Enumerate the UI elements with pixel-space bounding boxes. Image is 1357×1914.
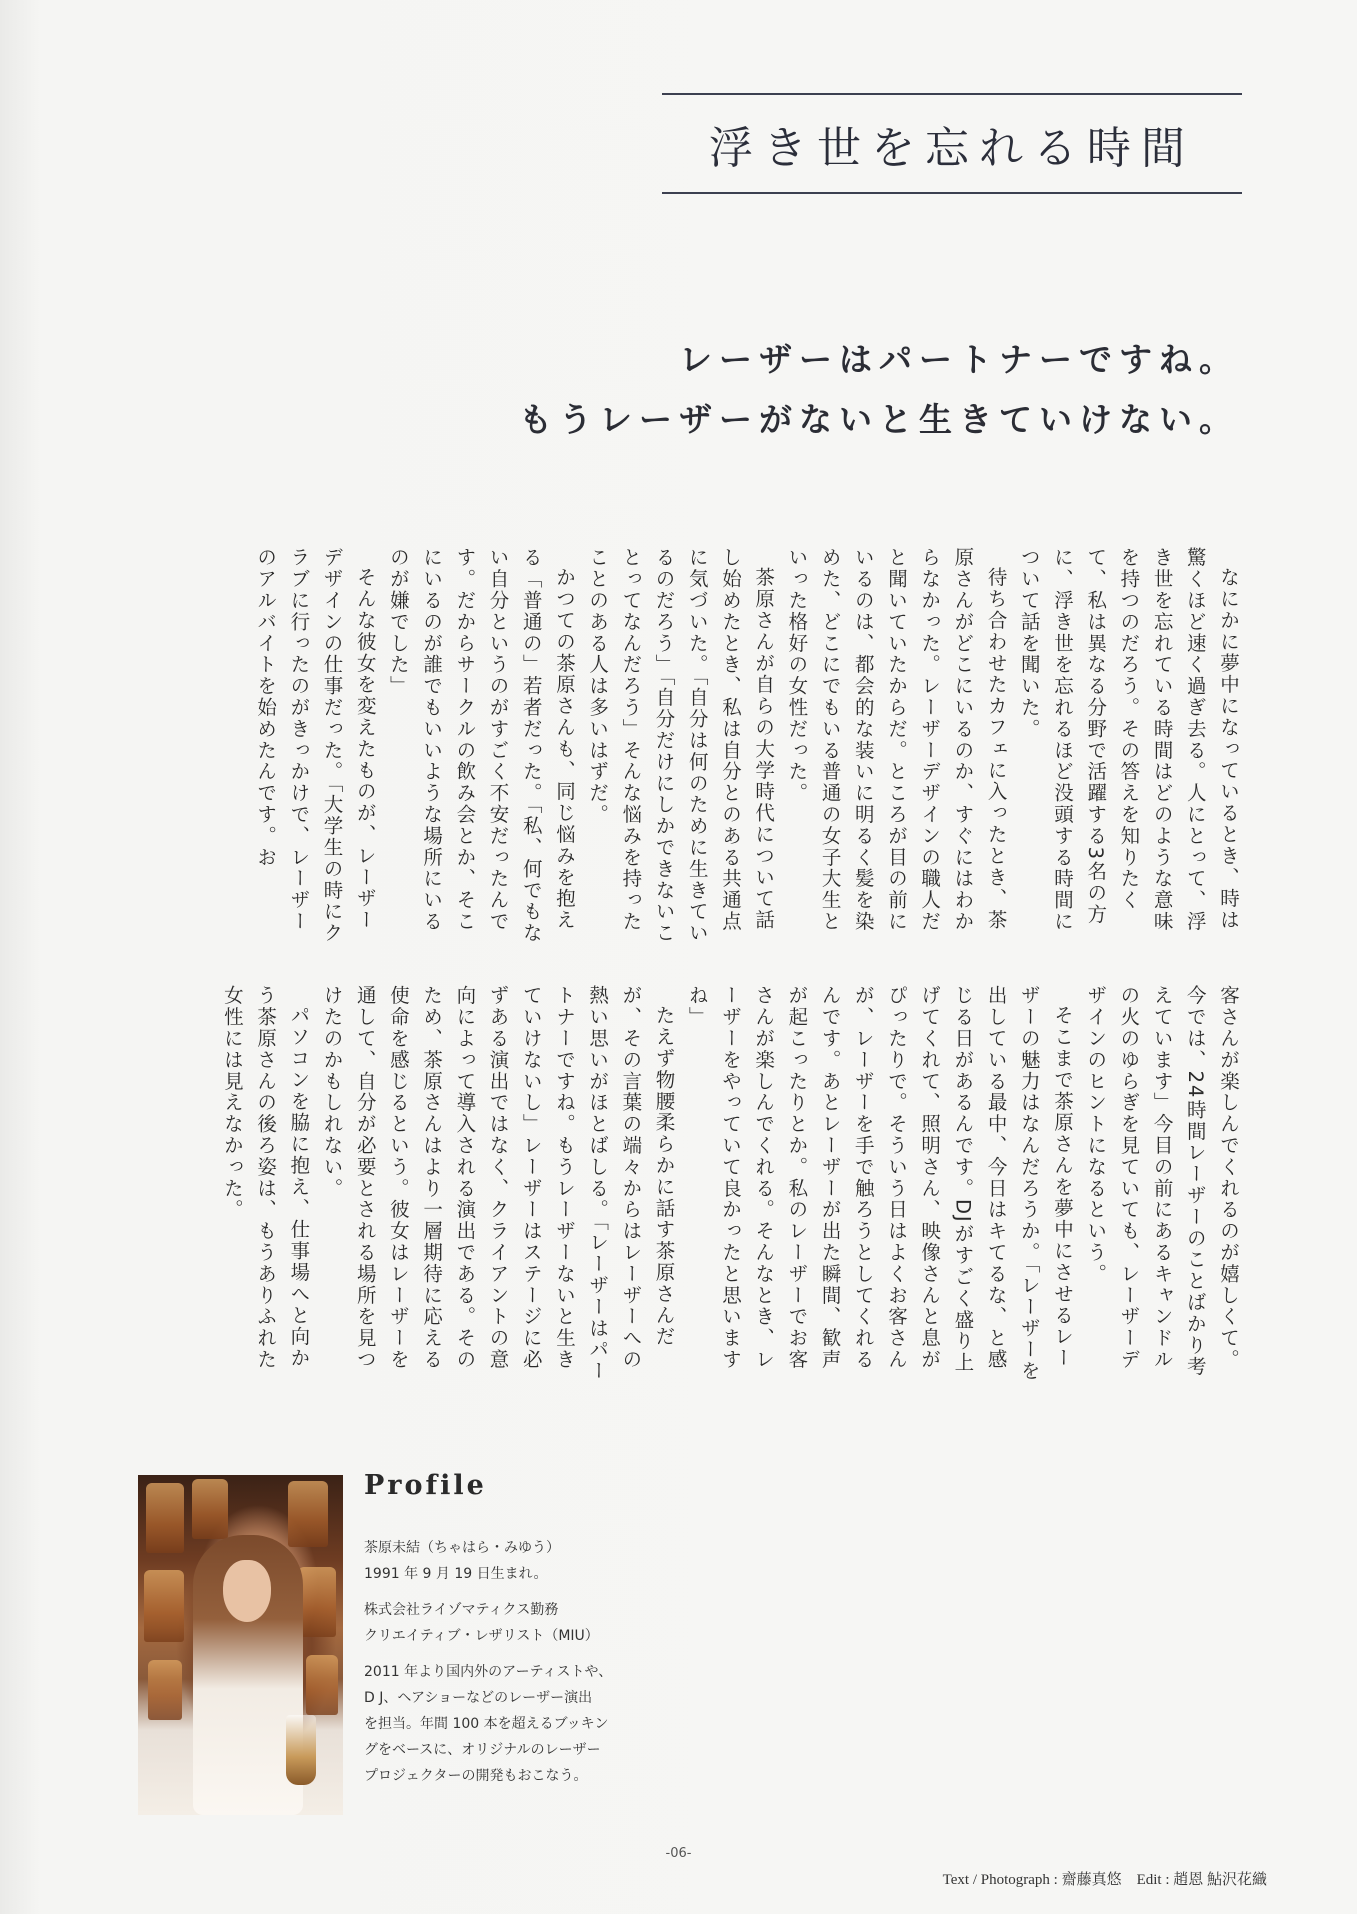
- profile-role: クリエイティブ・レザリスト（MIU）: [364, 1628, 599, 1644]
- body-paragraph: そこまで茶原さんを夢中にさせるレーザーの魅力はなんだろうか。「レーザーを出している最中、今日はキてるな、と感じる日があるんです。DJがすごく盛り上げてくれて、照明さん、映像さんと息がぴったりで。そういう日はよくお客さんが、レーザーを手で触ろうとしてくれるんです。あとレーザーが出た瞬間、歓声が起こったりとか。私のレーザーでお客さんが楽しんでくれる。そんなとき、レーザーをやっていて良かったと思いますね」: [685, 985, 1074, 1382]
- body-paragraph: パソコンを脇に抱え、仕事場へと向かう茶原さんの後ろ姿は、もうありふれた女性には見えなかった。: [220, 985, 311, 1371]
- body-paragraph: かつての茶原さんも、同じ悩みを抱える「普通の」若者だった。「私、何でもない自分というのがすごく不安だったんです。だからサークルの飲み会とか、そこにいるのが誰でもいいような場所にいるのが嫌でした」: [386, 547, 576, 944]
- profile-bio-line: グをベースに、オリジナルのレーザー: [364, 1742, 601, 1758]
- body-text-lower: [215, 985, 1245, 1385]
- profile-birth: 1991 年 9 月 19 日生まれ。: [364, 1566, 548, 1582]
- profile-bio-line: プロジェクターの開発もおこなう。: [364, 1768, 588, 1784]
- profile-text: [364, 1535, 694, 1799]
- article-title: 浮き世を忘れる時間: [709, 123, 1195, 174]
- credits: Text / Photograph : 齋藤真悠 Edit : 趙恩 鮎沢花織: [942, 1872, 1267, 1888]
- body-paragraph: 客さんが楽しんでくれるのが嬉しくて。今では、24時間レーザーのことばかり考えています」今目の前にあるキャンドルの火のゆらぎを見ていても、レーザーデザインのヒントになるという。: [1084, 985, 1240, 1378]
- profile-photo: [138, 1475, 343, 1815]
- pull-quote-line-1: レーザーはパートナーですね。: [679, 340, 1239, 379]
- pull-quote: [519, 330, 1239, 450]
- pull-quote-line-2: もうレーザーがないと生きていけない。: [519, 400, 1239, 439]
- profile-bio-line: 2011 年より国内外のアーティストや、: [364, 1664, 613, 1680]
- title-rule-bottom: [662, 192, 1242, 194]
- body-paragraph: なにかに夢中になっているとき、時は驚くほど速く過ぎ去る。人にとって、浮き世を忘れている時間はどのような意味を持つのだろう。その答えを知りたくて、私は異なる分野で活躍する3名の方に、浮き世を忘れるほど没頭する時間について話を聞いた。: [1017, 547, 1240, 933]
- body-paragraph: たえず物腰柔らかに話す茶原さんだが、その言葉の端々からはレーザーへの熱い思いがほとばしる。「レーザーはパートナーですね。もうレーザーないと生きていけないし」レーザーはステージに必ずある演出ではなく、クライアントの意向によって導入される演出である。そのため、茶原さんはより一層期待に応える使命を感じるという。彼女はレーザーを通して、自分が必要とされる場所を見つけたのかもしれない。: [320, 985, 676, 1382]
- body-text-upper: [215, 547, 1245, 947]
- profile-bio-line: D J、ヘアショーなどのレーザー演出: [364, 1690, 593, 1706]
- page-number: -06-: [665, 1846, 692, 1861]
- profile-bio-line: を担当。年間 100 本を超えるブッキン: [364, 1716, 609, 1732]
- profile-heading: Profile: [364, 1470, 487, 1501]
- profile-name: 茶原未結（ちゃはら・みゆう）: [364, 1540, 560, 1556]
- title-rule-top: [662, 93, 1242, 95]
- body-paragraph: 茶原さんが自らの大学時代について話し始めたとき、私は自分とのある共通点に気づいた。「自分は何のために生きているのだろう」「自分だけにしかできないことってなんだろう」そんな悩みを持ったことのある人は多いはずだ。: [586, 547, 776, 944]
- profile-company: 株式会社ライゾマティクス勤務: [364, 1602, 559, 1618]
- body-paragraph: 待ち合わせたカフェに入ったとき、茶原さんがどこにいるのか、すぐにはわからなかった。レーザーデザインの職人だと聞いていたからだ。ところが目の前にいるのは、都会的な装いに明るく髪を染めた、どこにでもいる普通の女子大生といった格好の女性だった。: [785, 547, 1008, 933]
- body-paragraph: そんな彼女を変えたものが、レーザーデザインの仕事だった。「大学生の時にクラブに行ったのがきっかけで、レーザーのアルバイトを始めたんです。お: [254, 547, 377, 944]
